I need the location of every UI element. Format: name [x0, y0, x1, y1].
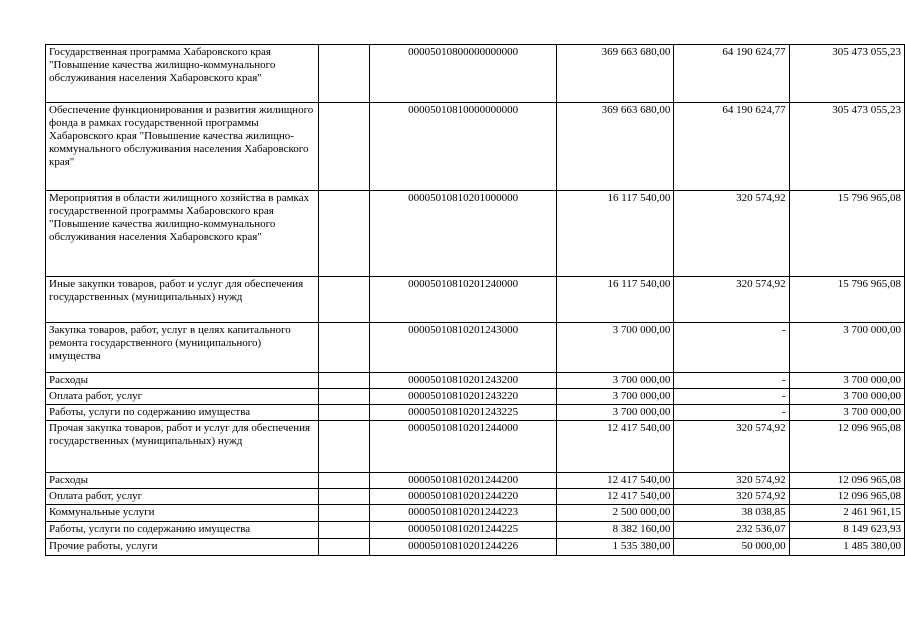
- approved-amount: 369 663 680,00: [557, 103, 674, 191]
- approved-amount: 2 500 000,00: [557, 505, 674, 522]
- remaining-amount: 305 473 055,23: [789, 103, 904, 191]
- row-code: 00005010810201243200: [370, 373, 557, 389]
- empty-cell: [319, 277, 370, 323]
- empty-cell: [319, 489, 370, 505]
- empty-cell: [319, 103, 370, 191]
- empty-cell: [319, 505, 370, 522]
- row-name: Расходы: [46, 473, 319, 489]
- table-row: [46, 473, 905, 489]
- executed-amount: 320 574,92: [674, 473, 789, 489]
- empty-cell: [319, 323, 370, 373]
- row-name: Иные закупки товаров, работ и услуг для обеспечения государственных (муниципальных) нужд: [46, 277, 319, 323]
- remaining-amount: 15 796 965,08: [789, 191, 904, 277]
- row-code: 00005010810201243225: [370, 405, 557, 421]
- approved-amount: 12 417 540,00: [557, 473, 674, 489]
- row-code: 00005010810201244225: [370, 522, 557, 539]
- row-name: Обеспечение функционирования и развития жилищного фонда в рамках государственной программы Хабаровского края "Повышение качества жилищно-коммунального обслуживания населения Хабаровского края": [46, 103, 319, 191]
- remaining-amount: 8 149 623,93: [789, 522, 904, 539]
- executed-amount: 320 574,92: [674, 191, 789, 277]
- executed-amount: 232 536,07: [674, 522, 789, 539]
- approved-amount: 369 663 680,00: [557, 45, 674, 103]
- empty-cell: [319, 539, 370, 556]
- empty-cell: [319, 389, 370, 405]
- executed-amount: 64 190 624,77: [674, 103, 789, 191]
- table-row: [46, 405, 905, 421]
- table-row: [46, 191, 905, 277]
- executed-amount: -: [674, 389, 789, 405]
- approved-amount: 8 382 160,00: [557, 522, 674, 539]
- approved-amount: 12 417 540,00: [557, 421, 674, 473]
- approved-amount: 3 700 000,00: [557, 389, 674, 405]
- executed-amount: 320 574,92: [674, 421, 789, 473]
- row-code: 00005010810201000000: [370, 191, 557, 277]
- empty-cell: [319, 405, 370, 421]
- row-name: Работы, услуги по содержанию имущества: [46, 405, 319, 421]
- row-code: 00005010810000000000: [370, 103, 557, 191]
- row-name: Мероприятия в области жилищного хозяйства в рамках государственной программы Хабаровского края "Повышение качества жилищно-коммунального обслуживания населения Хабаровского края": [46, 191, 319, 277]
- table-row: [46, 45, 905, 103]
- approved-amount: 16 117 540,00: [557, 191, 674, 277]
- executed-amount: -: [674, 373, 789, 389]
- row-code: 00005010810201244000: [370, 421, 557, 473]
- table-row: [46, 389, 905, 405]
- table-row: [46, 277, 905, 323]
- table-row: [46, 489, 905, 505]
- remaining-amount: 2 461 961,15: [789, 505, 904, 522]
- row-code: 00005010810201240000: [370, 277, 557, 323]
- row-code: 00005010810201244220: [370, 489, 557, 505]
- remaining-amount: 12 096 965,08: [789, 489, 904, 505]
- row-code: 00005010810201243220: [370, 389, 557, 405]
- row-name: Работы, услуги по содержанию имущества: [46, 522, 319, 539]
- table-row: [46, 421, 905, 473]
- row-code: 00005010810201244226: [370, 539, 557, 556]
- empty-cell: [319, 421, 370, 473]
- approved-amount: 3 700 000,00: [557, 373, 674, 389]
- remaining-amount: 15 796 965,08: [789, 277, 904, 323]
- approved-amount: 16 117 540,00: [557, 277, 674, 323]
- empty-cell: [319, 191, 370, 277]
- approved-amount: 3 700 000,00: [557, 405, 674, 421]
- table-row: [46, 323, 905, 373]
- remaining-amount: 12 096 965,08: [789, 421, 904, 473]
- remaining-amount: 3 700 000,00: [789, 405, 904, 421]
- executed-amount: -: [674, 323, 789, 373]
- empty-cell: [319, 522, 370, 539]
- approved-amount: 1 535 380,00: [557, 539, 674, 556]
- approved-amount: 3 700 000,00: [557, 323, 674, 373]
- table-row: [46, 373, 905, 389]
- table-row: [46, 539, 905, 556]
- remaining-amount: 12 096 965,08: [789, 473, 904, 489]
- empty-cell: [319, 473, 370, 489]
- executed-amount: 38 038,85: [674, 505, 789, 522]
- row-name: Государственная программа Хабаровского края "Повышение качества жилищно-коммунального обслуживания населения Хабаровского края": [46, 45, 319, 103]
- empty-cell: [319, 45, 370, 103]
- table-row: [46, 505, 905, 522]
- remaining-amount: 3 700 000,00: [789, 323, 904, 373]
- row-code: 00005010800000000000: [370, 45, 557, 103]
- row-name: Прочие работы, услуги: [46, 539, 319, 556]
- executed-amount: -: [674, 405, 789, 421]
- row-name: Оплата работ, услуг: [46, 489, 319, 505]
- executed-amount: 320 574,92: [674, 489, 789, 505]
- row-name: Закупка товаров, работ, услуг в целях капитального ремонта государственного (муниципального) имущества: [46, 323, 319, 373]
- row-name: Расходы: [46, 373, 319, 389]
- row-code: 00005010810201243000: [370, 323, 557, 373]
- remaining-amount: 1 485 380,00: [789, 539, 904, 556]
- executed-amount: 50 000,00: [674, 539, 789, 556]
- table-row: [46, 103, 905, 191]
- remaining-amount: 3 700 000,00: [789, 389, 904, 405]
- row-name: Прочая закупка товаров, работ и услуг для обеспечения государственных (муниципальных) нужд: [46, 421, 319, 473]
- executed-amount: 320 574,92: [674, 277, 789, 323]
- approved-amount: 12 417 540,00: [557, 489, 674, 505]
- remaining-amount: 305 473 055,23: [789, 45, 904, 103]
- table-row: [46, 522, 905, 539]
- row-name: Оплата работ, услуг: [46, 389, 319, 405]
- budget-table: [45, 44, 905, 556]
- remaining-amount: 3 700 000,00: [789, 373, 904, 389]
- row-name: Коммунальные услуги: [46, 505, 319, 522]
- empty-cell: [319, 373, 370, 389]
- executed-amount: 64 190 624,77: [674, 45, 789, 103]
- row-code: 00005010810201244223: [370, 505, 557, 522]
- row-code: 00005010810201244200: [370, 473, 557, 489]
